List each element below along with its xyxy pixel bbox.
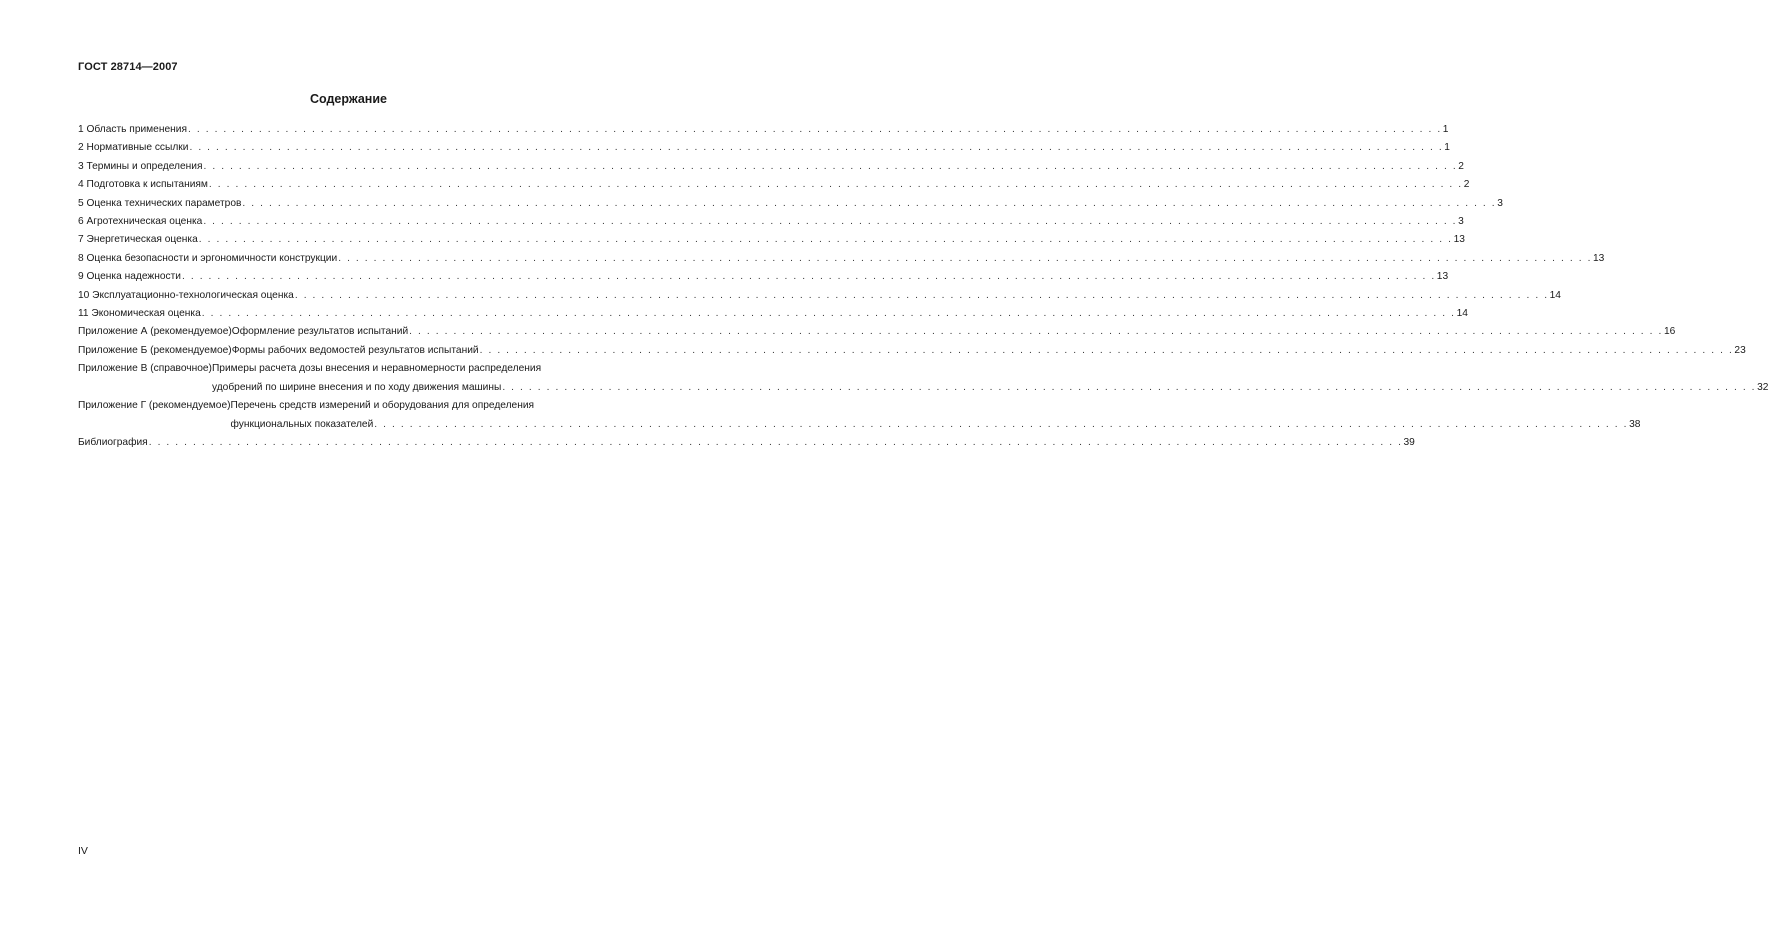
dot-leader (203, 213, 1457, 231)
toc-entry-page: 2 (1458, 160, 1464, 172)
toc-entry-page: 1 (1444, 142, 1450, 154)
document-id: ГОСТ 28714—2007 (78, 61, 178, 73)
toc-entry[interactable] (78, 158, 1464, 176)
appendix-lead: Приложение А (рекомендуемое) (78, 326, 232, 338)
toc-entry-title: 5 Оценка технических параметров (78, 197, 242, 209)
appendix-title: Формы рабочих ведомостей результатов испытаний (231, 344, 479, 356)
dot-leader (374, 416, 1628, 434)
toc-entry-title: 7 Энергетическая оценка (78, 234, 198, 246)
dot-leader (202, 305, 1456, 323)
toc-appendix-a[interactable] (78, 323, 1676, 341)
appendix-page: 16 (1663, 326, 1676, 338)
appendix-title-line1: Примеры расчета дозы внесения и неравномерности распределения (211, 363, 542, 375)
dot-leader (189, 139, 1443, 157)
appendix-lead: Приложение В (справочное) (78, 363, 212, 375)
dot-leader (203, 158, 1457, 176)
dot-leader (338, 250, 1592, 268)
appendix-title: Оформление результатов испытаний (231, 326, 409, 338)
dot-leader (502, 379, 1756, 397)
bibliography-page: 39 (1403, 436, 1415, 448)
toc-entry-title: 4 Подготовка к испытаниям (78, 179, 208, 191)
toc-entry[interactable] (78, 287, 1561, 305)
toc-entry-page: 13 (1453, 234, 1465, 246)
toc-entry-page: 1 (1442, 124, 1449, 135)
dot-leader (242, 195, 1496, 213)
toc-title: Содержание (309, 92, 387, 106)
toc-entry-page: 14 (1456, 308, 1468, 320)
appendix-title-line2: удобрений по ширине внесения и по ходу движения машины (211, 381, 502, 393)
toc-entry[interactable] (78, 195, 1503, 213)
page-number: IV (78, 845, 88, 857)
toc-appendix-g[interactable] (78, 397, 1641, 434)
appendix-page: 23 (1734, 344, 1746, 356)
toc-entry-title: 1 Область применения (78, 124, 187, 135)
toc-appendix-v[interactable] (78, 360, 1768, 397)
toc-entry-page: 3 (1497, 197, 1503, 209)
toc-entry[interactable] (78, 121, 1449, 139)
dot-leader (188, 121, 1442, 139)
dot-leader (480, 342, 1734, 360)
bibliography-title: Библиография (78, 436, 148, 448)
toc-entry-title: 6 Агротехническая оценка (78, 216, 203, 228)
toc-entry-title: 2 Нормативные ссылки (78, 142, 189, 154)
toc-entry-title: 8 Оценка безопасности и эргономичности конструкции (78, 252, 338, 264)
toc-entry[interactable] (78, 231, 1465, 249)
toc-entry[interactable] (78, 268, 1449, 286)
toc-bibliography[interactable] (78, 434, 1415, 452)
dot-leader (149, 434, 1403, 452)
dot-leader (409, 323, 1663, 341)
toc-entry-title: 9 Оценка надежности (78, 271, 181, 283)
appendix-lead: Приложение Б (рекомендуемое) (78, 344, 232, 356)
toc-entry-page: 13 (1436, 271, 1449, 283)
toc-entry[interactable] (78, 213, 1464, 231)
toc-entry-page: 14 (1549, 289, 1561, 301)
toc-entry[interactable] (78, 305, 1468, 323)
toc-entry[interactable] (78, 176, 1470, 194)
dot-leader (295, 287, 1549, 305)
appendix-page: 32 (1757, 381, 1768, 393)
toc-entry-title: 10 Эксплуатационно-технологическая оценка (78, 289, 294, 301)
toc-entry-title: 11 Экономическая оценка (78, 308, 201, 320)
appendix-title-line1: Перечень средств измерений и оборудования для определения (230, 400, 535, 412)
appendix-lead: Приложение Г (рекомендуемое) (78, 400, 231, 412)
appendix-page: 38 (1629, 418, 1641, 430)
toc-entry-title: 3 Термины и определения (78, 160, 203, 172)
appendix-title-line2: функциональных показателей (230, 418, 374, 430)
toc-entry-page: 2 (1463, 179, 1470, 191)
toc-entry[interactable] (78, 250, 1605, 268)
dot-leader (209, 176, 1463, 194)
toc-entry-page: 13 (1593, 252, 1605, 264)
dot-leader (182, 268, 1436, 286)
toc-entry[interactable] (78, 139, 1450, 157)
toc-appendix-b[interactable] (78, 342, 1746, 360)
dot-leader (199, 231, 1453, 249)
table-of-contents (78, 121, 1768, 452)
toc-entry-page: 3 (1458, 216, 1464, 228)
